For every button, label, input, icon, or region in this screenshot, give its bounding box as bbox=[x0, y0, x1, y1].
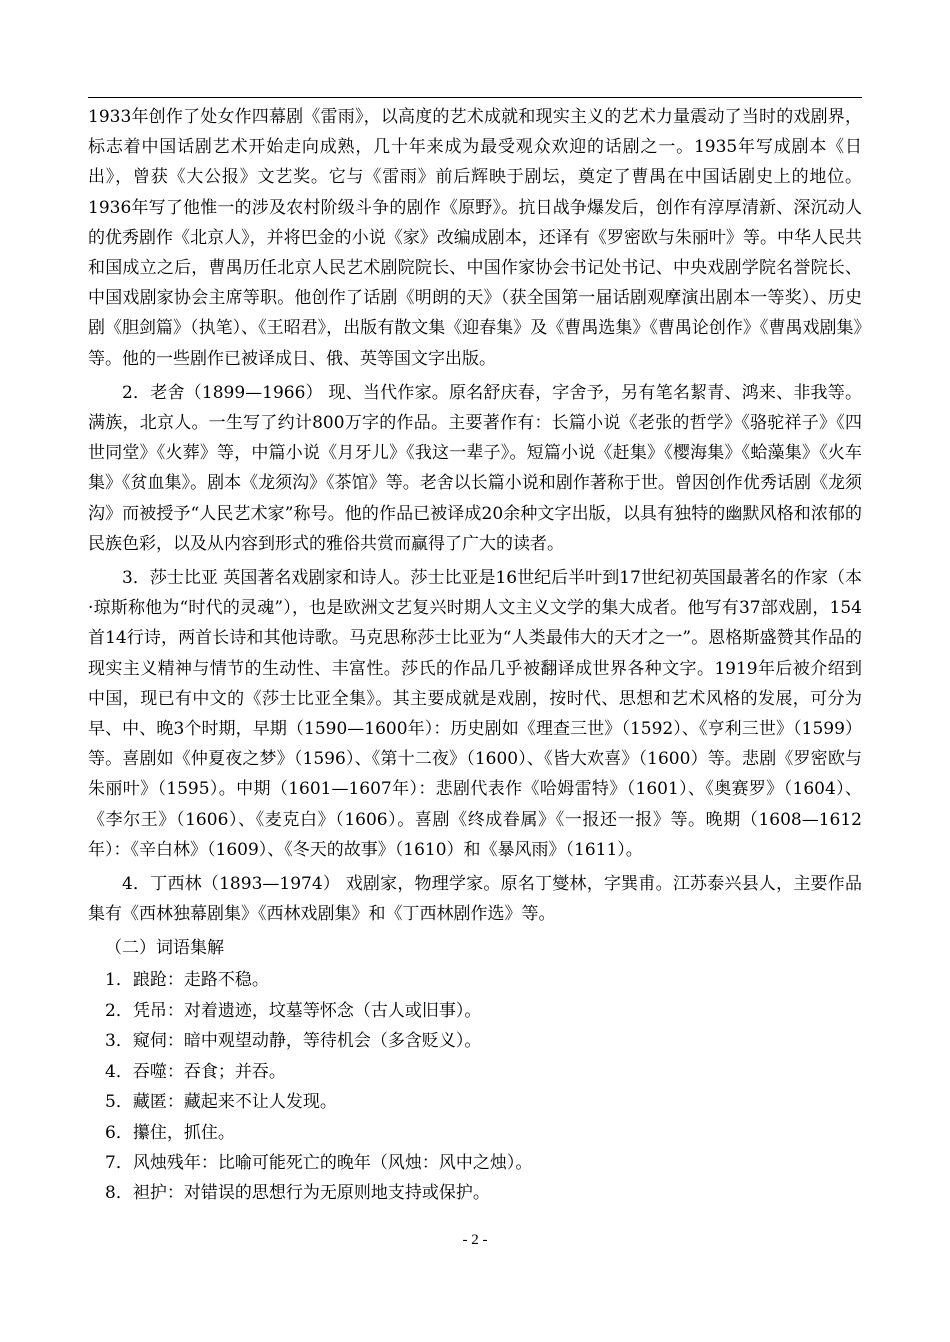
header-rule bbox=[88, 97, 862, 98]
paragraph-dingxilin: 4．丁西林（1893—1974） 戏剧家，物理学家。原名丁燮林，字巽甫。江苏泰兴县人，主要作品集有《西林独幕剧集》《西林戏剧集》和《丁西林剧作选》等。 bbox=[88, 874, 862, 925]
page-content bbox=[88, 102, 862, 1209]
paragraph-shakespeare: 3．莎士比亚 英国著名戏剧家和诗人。莎士比亚是16世纪后半叶到17世纪初英国最著名的作家（本·琼斯称他为“时代的灵魂”），也是欧洲文艺复兴时期人文主义文学的集大成者。他写有37部戏剧，154首14行诗，两首长诗和其他诗歌。马克思称莎士比亚为“人类最伟大的天才之一”。恩格斯盛赞其作品的现实主义精神与情节的生动性、丰富性。莎氏的作品几乎被翻译成世界各种文字。1919年后被介绍到中国，现已有中文的《莎士比亚全集》。其主要成就是戏剧，按时代、思想和艺术风格的发展，可分为早、中、晚3个时期，早期（1590—1600年）：历史剧如《理查三世》（1592）、《亨利三世》（1599）等。喜剧如《仲夏夜之梦》（1596）、《第十二夜》（1600）、《皆大欢喜》（1600）等。悲剧《罗密欧与朱丽叶》（1595）。中期（1601—1607年）：悲剧代表作《哈姆雷特》（1601）、《奥赛罗》（1604）、《李尔王》（1606）、《麦克白》（1606）。喜剧《终成眷属》《一报还一报》等。晚期（1608—1612年）：《辛白林》（1609）、《冬天的故事》（1610）和《暴风雨》（1611）。 bbox=[88, 568, 862, 860]
glossary-item: 4．吞噬：吞食；并吞。 bbox=[105, 1061, 286, 1082]
glossary-item: 6．攥住，抓住。 bbox=[105, 1122, 235, 1143]
paragraph-laoshe: 2．老舍（1899—1966） 现、当代作家。原名舒庆春，字舍予，另有笔名絜青、鸿来、非我等。满族，北京人。一生写了约计800万字的作品。主要著作有：长篇小说《老张的哲学》《骆驼祥子》《四世同堂》《火葬》等，中篇小说《月牙儿》《我这一辈子》。短篇小说《赶集》《樱海集》《蛤藻集》《火车集》《贫血集》。剧本《龙须沟》《茶馆》等。老舍以长篇小说和剧作著称于世。曾因创作优秀话剧《龙须沟》而被授予“人民艺术家”称号。他的作品已被译成20余种文字出版，以具有独特的幽默风格和浓郁的民族色彩，以及从内容到形式的雅俗共赏而赢得了广大的读者。 bbox=[88, 382, 862, 554]
glossary-item: 3．窥伺：暗中观望动静，等待机会（多含贬义）。 bbox=[105, 1031, 482, 1052]
glossary-item: 2．凭吊：对着遗迹，坟墓等怀念（古人或旧事）。 bbox=[105, 1000, 482, 1021]
glossary-item: 8．袒护：对错误的思想行为无原则地支持或保护。 bbox=[105, 1183, 490, 1204]
page-number: - 2 - bbox=[462, 1232, 488, 1248]
paragraph-caoyu: 1933年创作了处女作四幕剧《雷雨》，以高度的艺术成就和现实主义的艺术力量震动了当时的戏剧界，标志着中国话剧艺术开始走向成熟，几十年来成为最受观众欢迎的话剧之一。1935年写成剧本《日出》，曾获《大公报》文艺奖。它与《雷雨》前后辉映于剧坛，奠定了曹禺在中国话剧史上的地位。1936年写了他惟一的涉及农村阶级斗争的剧作《原野》。抗日战争爆发后，创作有淳厚清新、深沉动人的优秀剧作《北京人》，并将巴金的小说《家》改编成剧本，还译有《罗密欧与朱丽叶》等。中华人民共和国成立之后，曹禺历任北京人民艺术剧院院长、中国作家协会书记处书记、中央戏剧学院名誉院长、中国戏剧家协会主席等职。他创作了话剧《明朗的天》（获全国第一届话剧观摩演出剧本一等奖）、历史剧《胆剑篇》（执笔）、《王昭君》，出版有散文集《迎春集》及《曹禺选集》《曹禺论创作》《曹禺戏剧集》等。他的一些剧作已被译成日、俄、英等国文字出版。 bbox=[88, 107, 862, 369]
section-heading-glossary: （二）词语集解 bbox=[105, 938, 224, 959]
glossary-item: 7．风烛残年：比喻可能死亡的晚年（风烛：风中之烛）。 bbox=[105, 1152, 533, 1173]
glossary-item: 5．藏匿：藏起来不让人发现。 bbox=[105, 1092, 337, 1113]
glossary-item: 1．踉跄：走路不稳。 bbox=[105, 970, 269, 991]
glossary-list bbox=[88, 965, 862, 1208]
